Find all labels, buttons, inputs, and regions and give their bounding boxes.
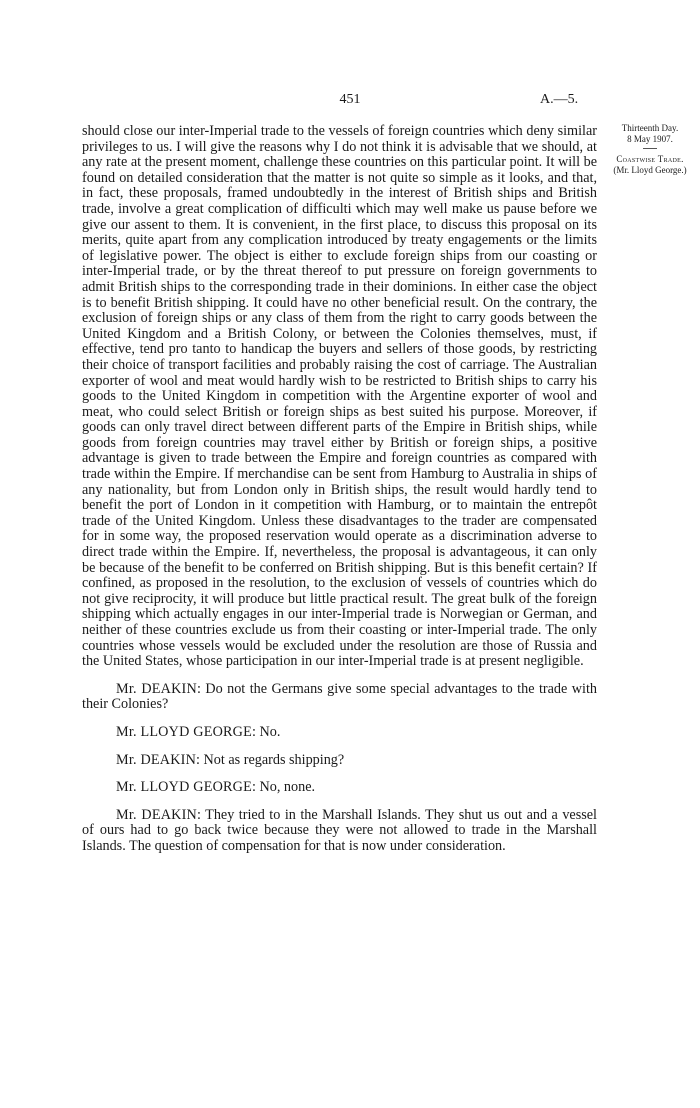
speech-deakin-1: Mr. DEAKIN: Do not the Germans give some special advantages to the trade with their Colonies? — [82, 680, 597, 713]
speaker-name: Mr. DEAKIN — [116, 680, 197, 697]
margin-note-rule — [643, 148, 657, 149]
main-paragraph: should close our inter-Imperial trade to the vessels of foreign countries which deny similar privileges to us. I will give the reasons why I do not think it is advisable that we should, at any rate at the present moment, challenge these countries on this particular point. It will be found on detailed consideration that the matter is not quite so simple as it looks, and that, in fact, these proposals, framed undoubtedly in the interest of British ships and British trade, involve a great complication of difficulti which may well make us pause before we give our assent to them. It is convenient, in the first place, to discuss this proposal on its merits, quite apart from any complication introduced by treaty engagements or the limits of legislative power. The object is either to exclude foreign ships from our coasting or inter-Imperial trade, or by the threat thereof to put pressure on foreign governments to admit British ships to the corresponding trade in their dominions. In either case the object is to benefit British shipping. It could have no other beneficial result. On the contrary, the exclusion of foreign ships or any class of them from the right to carry goods between the United Kingdom and a British Colony, or between the Colonies themselves, must, if effective, tend pro tanto to handicap the buyers and sellers of those goods, by restricting their choice of transport facilities and probably raising the cost of carriage. The Australian exporter of wool and meat would hardly wish to be restricted to British ships to carry his goods to the United Kingdom in competition with the Argentine exporter of wool and meat, who could select British or foreign ships as best suited his purpose. Moreover, if goods can only travel direct between different parts of the Empire in British ships, while goods from foreign countries may travel either by British or foreign ships, a positive advantage is given to trade between the Empire and foreign countries as compared with trade within the Empire. If merchandise can be sent from Hamburg to Australia in ships of any nationality, but from London only in British ships, the result would hardly tend to benefit the port of London in it competition with Hamburg, or to maintain the entrepôt trade of the United Kingdom. Unless these disadvantages to the trader are compensated for in some way, the proposed reservation would operate as a discrimination adverse to direct trade within the Empire. If, nevertheless, the proposal is advantageous, it can only be because of the benefit to be conferred on British shipping. But is this benefit certain? If confined, as proposed in the resolution, to the exclusion of vessels of countries which do not give reciprocity, it will produce but little practical result. The great bulk of the foreign shipping which actually engages in our inter-Imperial trade is Norwegian or German, and neither of these countries exclude us from their coasting or inter-Imperial trade. The only countries whose vessels would be excluded under the resolution are those of Russia and the United States, whose participation in our inter-Imperial trade is at present negligible. — [82, 123, 597, 670]
speech-text: Not as regards shipping? — [203, 751, 345, 768]
margin-note-topic: Coastwise Trade. — [616, 154, 684, 164]
speaker-name: Mr. DEAKIN — [116, 751, 197, 768]
speech-text: They tried to in the Marshall Islands. They shut us out and a vessel of ours had to go back twice because they were not allowed to trade in the Marshall Islands. The question of compensation for that is now under consideration. — [82, 806, 598, 854]
speaker-name: Mr. LLOYD GEORGE — [116, 723, 252, 740]
speech-deakin-3: Mr. DEAKIN: They tried to in the Marshall Islands. They shut us out and a vessel of ours had to go back twice because they were not allowed to trade in the Marshall Islands. The question of compensation for that is now under consideration. — [82, 806, 598, 854]
speech-text: Do not the Germans give some special advantages to the trade with their Colonies? — [82, 680, 597, 713]
speaker-name: Mr. DEAKIN — [116, 806, 197, 823]
speech-text: No, none. — [259, 779, 316, 796]
speaker-name: Mr. LLOYD GEORGE — [116, 779, 252, 796]
margin-note — [602, 123, 698, 175]
speech-lloyd-george-1: Mr. LLOYD GEORGE: No. — [116, 723, 281, 740]
speech-lloyd-george-2: Mr. LLOYD GEORGE: No, none. — [116, 779, 316, 796]
page-number: 451 — [339, 92, 361, 107]
speech-deakin-2: Mr. DEAKIN: Not as regards shipping? — [116, 751, 345, 768]
margin-note-date: 8 May 1907. — [627, 133, 673, 144]
margin-note-day: Thirteenth Day. — [621, 123, 679, 133]
speech-text: No. — [259, 723, 281, 740]
document-reference: A.—5. — [540, 92, 579, 107]
document-body — [82, 124, 597, 855]
margin-note-speaker: (Mr. Lloyd George.) — [613, 164, 687, 175]
